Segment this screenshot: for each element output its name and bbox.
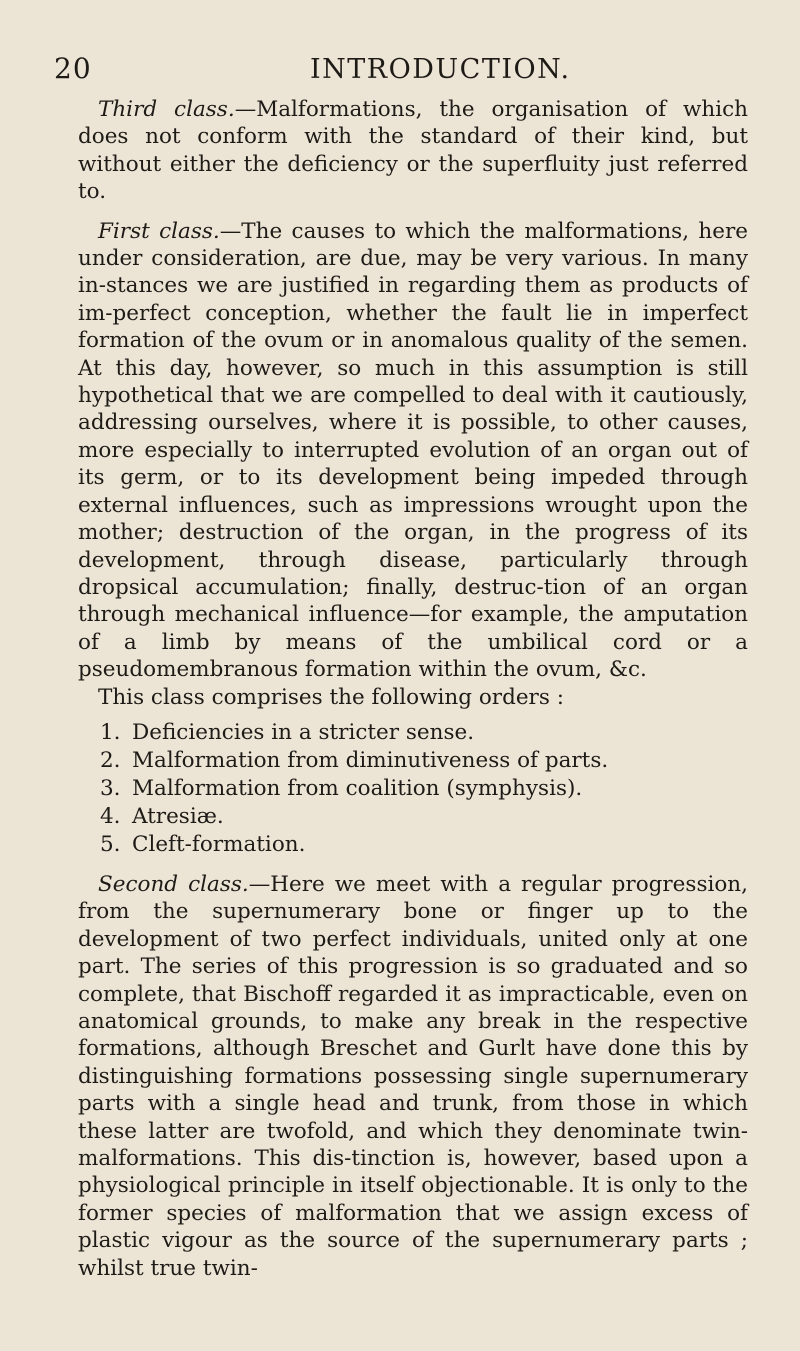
third-class-lead: Third class. — [98, 97, 235, 122]
order-number: 3. — [100, 775, 121, 801]
order-number: 2. — [100, 747, 121, 773]
list-item — [100, 775, 748, 803]
page-number: 20 — [54, 52, 92, 85]
paragraph-third-class — [78, 96, 748, 206]
second-class-lead: Second class. — [98, 871, 249, 897]
order-text: Cleft-formation. — [132, 831, 306, 857]
order-text: Malformation from diminutiveness of parts. — [132, 747, 609, 773]
list-item — [100, 747, 748, 775]
body-text — [78, 96, 748, 1282]
order-number: 1. — [100, 719, 121, 745]
paragraph-first-class — [78, 218, 748, 684]
list-item — [100, 803, 748, 831]
order-number: 5. — [100, 831, 121, 857]
order-text: Atresiæ. — [132, 803, 224, 829]
list-item — [100, 719, 748, 747]
running-head: INTRODUCTION. — [310, 54, 571, 85]
third-class-text: —Malformations, the organisation of which does not conform with the standard of their kind, but without either the deficiency or the superfluity just referred to. — [78, 97, 749, 205]
order-text: Malformation from coalition (symphysis). — [132, 775, 583, 801]
first-class-lead: First class. — [98, 218, 220, 244]
second-class-text: —Here we meet with a regular progression, from the supernumerary bone or finger up to the development of two perfect individuals, united only at one part. The series of this progression is so graduated and so complete, that Bischoff regarded it as impracticable, even on anatomical grounds, to make any break in the respective formations, although Breschet and Gurlt have done this by distinguishing formations possessing single supernumerary parts with a single head and trunk, from those in which these latter are twofold, and which they denominate twin-malformations. This dis-tinction is, however, based upon a physiological principle in itself objectionable. It is only to the former species of malformation that we assign excess of plastic vigour as the source of the supernumerary parts ; whilst true twin- — [78, 871, 748, 1281]
page-header — [0, 52, 800, 92]
first-class-text: —The causes to which the malformations, here under consideration, are due, may be very various. In many in-stances we are justified in regarding them as products of im-perfect conception, whether the fault lie in imperfect formation of the ovum or in anomalous quality of the semen. At this day, however, so much in this assumption is still hypothetical that we are compelled to deal with it cautiously, addressing ourselves, where it is possible, to other causes, more especially to interrupted evolution of an organ out of its germ, or to its development being impeded through external influences, such as impressions wrought upon the mother; destruction of the organ, in the progress of its development, through disease, particularly through dropsical accumulation; finally, destruc-tion of an organ through mechanical influence—for example, the amputation of a limb by means of the umbilical cord or a pseudomembranous formation within the ovum, &c. — [78, 218, 748, 683]
list-item — [100, 831, 748, 859]
order-text: Deficiencies in a stricter sense. — [132, 719, 475, 745]
orders-list — [78, 719, 748, 859]
orders-intro: This class comprises the following orders : — [98, 684, 564, 710]
paragraph-second-class — [78, 871, 748, 1282]
order-number: 4. — [100, 803, 121, 829]
